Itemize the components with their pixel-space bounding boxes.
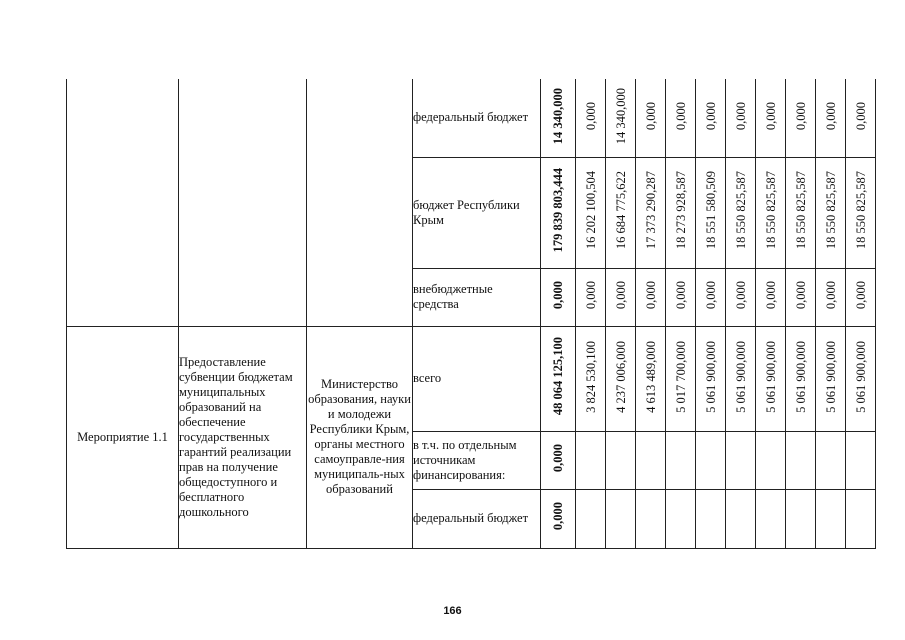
- total-cell: 179 839 803,444: [541, 157, 576, 268]
- year-cell: [636, 489, 666, 548]
- year-cell: 5 061 900,000: [786, 326, 816, 431]
- measure-description-cell: Предоставление субвенции бюджетам муниципальных образований на обеспечение государственных гарантий реализации прав на получение общедоступного и бесплатного дошкольного: [179, 326, 307, 548]
- year-cell: [696, 489, 726, 548]
- total-cell: 0,000: [541, 489, 576, 548]
- year-cell: [606, 489, 636, 548]
- year-cell: 18 550 825,587: [726, 157, 756, 268]
- year-cell: [606, 431, 636, 489]
- year-cell: 0,000: [696, 268, 726, 326]
- year-cell: 18 273 928,587: [666, 157, 696, 268]
- year-cell: 5 061 900,000: [726, 326, 756, 431]
- table-row: [67, 79, 876, 157]
- year-cell: 16 684 775,622: [606, 157, 636, 268]
- total-cell: 48 064 125,100: [541, 326, 576, 431]
- year-cell: 0,000: [846, 79, 876, 157]
- funding-source-cell: федеральный бюджет: [413, 489, 541, 548]
- year-cell: 0,000: [726, 268, 756, 326]
- table-row: [67, 326, 876, 431]
- empty-cell: [67, 79, 179, 326]
- empty-cell: [179, 79, 307, 326]
- funding-source-cell: бюджет Республики Крым: [413, 157, 541, 268]
- year-cell: [846, 489, 876, 548]
- year-cell: 5 017 700,000: [666, 326, 696, 431]
- year-cell: [786, 489, 816, 548]
- year-cell: 3 824 530,100: [576, 326, 606, 431]
- year-cell: 0,000: [816, 268, 846, 326]
- year-cell: 18 550 825,587: [756, 157, 786, 268]
- total-cell: 0,000: [541, 431, 576, 489]
- funding-source-cell: внебюджетные средства: [413, 268, 541, 326]
- year-cell: 0,000: [636, 268, 666, 326]
- year-cell: 0,000: [666, 268, 696, 326]
- measure-executor-cell: Министерство образования, науки и молодежи Республики Крым, органы местного самоуправле-ния муниципаль-ных образований: [307, 326, 413, 548]
- year-cell: 0,000: [606, 268, 636, 326]
- year-cell: [816, 431, 846, 489]
- year-cell: 0,000: [756, 79, 786, 157]
- year-cell: [636, 431, 666, 489]
- year-cell: 0,000: [696, 79, 726, 157]
- empty-cell: [307, 79, 413, 326]
- year-cell: [756, 489, 786, 548]
- total-cell: 14 340,000: [541, 79, 576, 157]
- year-cell: 0,000: [816, 79, 846, 157]
- year-cell: 4 237 006,000: [606, 326, 636, 431]
- measure-name-cell: Мероприятие 1.1: [67, 326, 179, 548]
- year-cell: [576, 489, 606, 548]
- year-cell: 18 550 825,587: [816, 157, 846, 268]
- year-cell: 18 551 580,509: [696, 157, 726, 268]
- funding-source-cell: всего: [413, 326, 541, 431]
- year-cell: [756, 431, 786, 489]
- funding-source-cell: в т.ч. по отдельным источникам финансирования:: [413, 431, 541, 489]
- year-cell: [786, 431, 816, 489]
- year-cell: 14 340,000: [606, 79, 636, 157]
- year-cell: 0,000: [756, 268, 786, 326]
- year-cell: 0,000: [576, 268, 606, 326]
- year-cell: [696, 431, 726, 489]
- year-cell: 0,000: [666, 79, 696, 157]
- year-cell: 5 061 900,000: [756, 326, 786, 431]
- year-cell: 5 061 900,000: [816, 326, 846, 431]
- funding-source-cell: федеральный бюджет: [413, 79, 541, 157]
- year-cell: 18 550 825,587: [786, 157, 816, 268]
- year-cell: 18 550 825,587: [846, 157, 876, 268]
- year-cell: [666, 431, 696, 489]
- year-cell: [726, 489, 756, 548]
- year-cell: 5 061 900,000: [696, 326, 726, 431]
- year-cell: [666, 489, 696, 548]
- page-number: 166: [443, 605, 462, 617]
- year-cell: [846, 431, 876, 489]
- year-cell: [816, 489, 846, 548]
- year-cell: 4 613 489,000: [636, 326, 666, 431]
- budget-table: [66, 79, 876, 549]
- year-cell: 0,000: [846, 268, 876, 326]
- year-cell: 16 202 100,504: [576, 157, 606, 268]
- year-cell: 5 061 900,000: [846, 326, 876, 431]
- year-cell: 17 373 290,287: [636, 157, 666, 268]
- year-cell: [726, 431, 756, 489]
- year-cell: [576, 431, 606, 489]
- year-cell: 0,000: [636, 79, 666, 157]
- year-cell: 0,000: [786, 268, 816, 326]
- budget-table-body: [67, 79, 876, 548]
- year-cell: 0,000: [576, 79, 606, 157]
- total-cell: 0,000: [541, 268, 576, 326]
- year-cell: 0,000: [726, 79, 756, 157]
- year-cell: 0,000: [786, 79, 816, 157]
